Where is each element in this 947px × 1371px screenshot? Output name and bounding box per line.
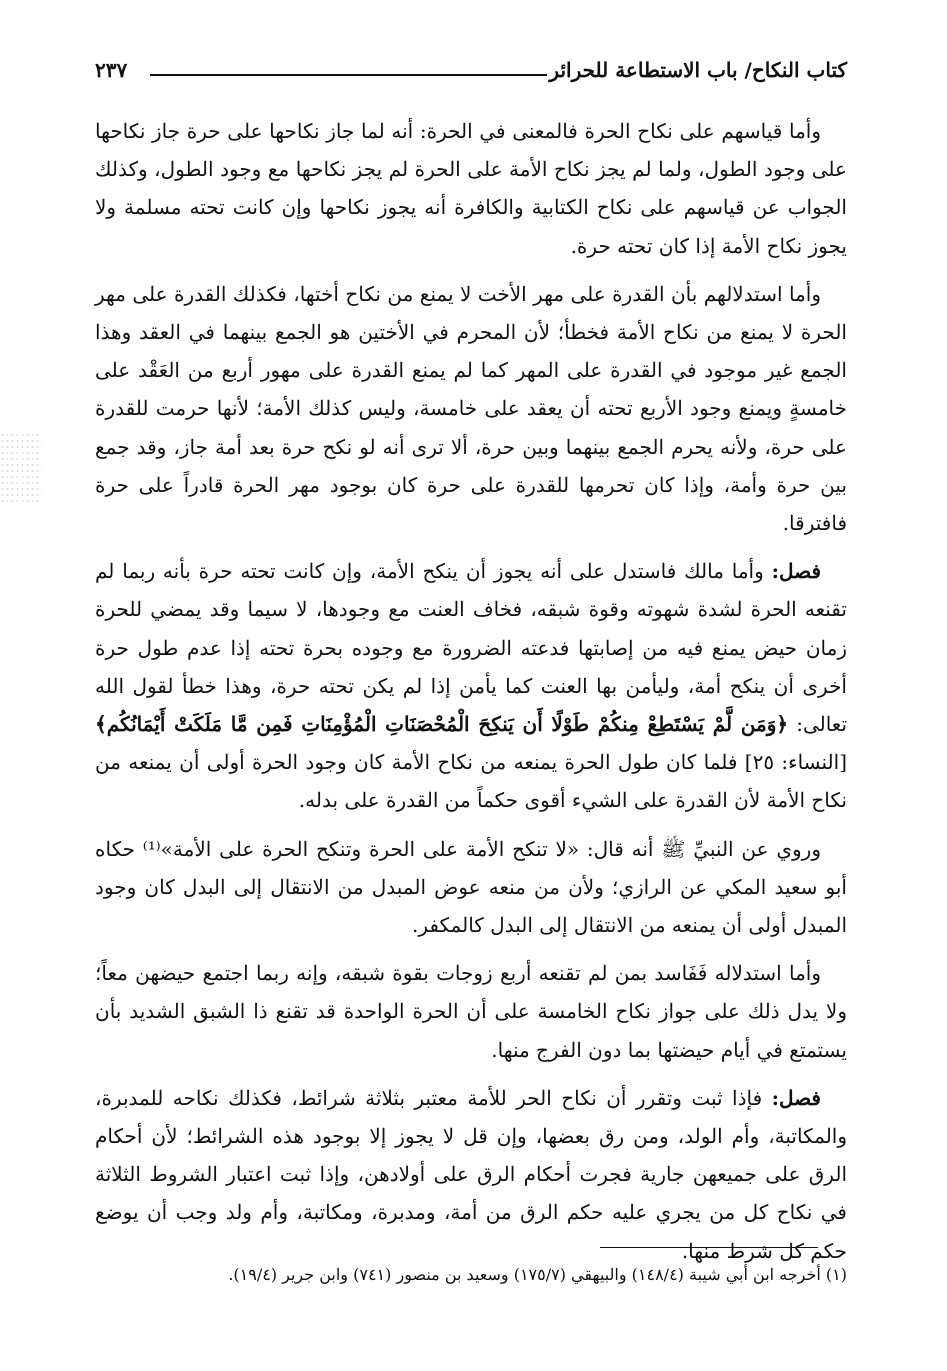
page-number: ٢٣٧ <box>95 58 128 82</box>
footnote-separator <box>600 1247 818 1248</box>
paragraph-text-continued: [النساء: ٢٥] فلما كان طول الحرة يمنعه من نكاح الأمة كان وجود الحرة أولى أن يمنعه من نكاح الأمة لأن القدرة على الشيء أقوى حكماً من القدرة على بدله. <box>95 750 847 813</box>
header-rule <box>150 74 547 76</box>
paragraph-4 <box>95 830 847 945</box>
section-keyword: فصل: <box>771 1085 821 1110</box>
paragraph-1 <box>95 112 847 265</box>
footnote: (١) أخرجه ابن أبي شيبة (١٤٨/٤) والبيهقي (١٧٥/٧) وسعيد بن منصور (٧٤١) وابن جرير (١٩/٤). <box>228 1265 847 1284</box>
paragraph-text: وأما قياسهم على نكاح الحرة فالمعنى في الحرة: أنه لما جاز نكاحها على حرة جاز نكاحها على وجود الطول، ولما لم يجز نكاح الأمة على الحرة لم يجز نكاحها مع وجود الطول، وكذلك الجواب عن قياسهم على نكاح الكتابية والكافرة أنه يجوز نكاحها وإن كانت تحته مسلمة ولا يجوز نكاح الأمة إذا كان تحته حرة. <box>95 119 847 258</box>
paragraph-2 <box>95 275 847 542</box>
paragraph-text: فإذا ثبت وتقرر أن نكاح الحر للأمة معتبر بثلاثة شرائط، فكذلك نكاحه للمدبرة، والمكاتبة، وأم الولد، ومن رق بعضها، وإن قل لا يجوز إلا بوجود هذه الشرائط؛ لأن أحكام الرق على جميعهن جارية فجرت أحكام الرق على أولادهن، وإذا ثبت اعتبار الشروط الثلاثة في نكاح كل من يجري عليه حكم الرق من أمة، ومدبرة، ومكاتبة، وأم ولد وجب أن يوضع حكم كل شرط منها. <box>95 1085 847 1263</box>
quran-verse: ﴿وَمَن لَّمْ يَسْتَطِعْ مِنكُمْ طَوْلًا أَن يَنكِحَ الْمُحْصَنَاتِ الْمُؤْمِنَاتِ فَمِن مَّا مَلَكَتْ أَيْمَانُكُم﴾ <box>95 712 789 737</box>
paragraph-text: وأما استدلالهم بأن القدرة على مهر الأخت لا يمنع من نكاح أختها، فكذلك القدرة على مهر الحرة لا يمنع من نكاح الأمة فخطأ؛ لأن المحرم في الأختين هو الجمع بينهما في العقد وهذا الجمع غير موجود في القدرة على المهر كما لم يمنع القدرة على مهور أربع من العَقْد على خامسةٍ ويمنع وجود الأربع تحته أن يعقد على خامسة، وليس كذلك الأمة؛ لأنها حرمت للقدرة على حرة، ولأنه يحرم الجمع بينهما وبين حرة، ألا ترى أنه لو نكح حرة بعد أمة جاز، وقد جمع بين حرة وأمة، وإذا كان تحرمها للقدرة على حرة كان بوجود مهر الحرة قادراً على حرة فافترقا. <box>95 281 847 536</box>
scan-noise <box>0 432 42 502</box>
paragraph-text: وأما استدلاله فَفَاسد بمن لم تقنعه أربع زوجات بقوة شبقه، وإنه ربما اجتمع حيضهن معاً؛ ولا يدل ذلك على جواز نكاح الخامسة على أن الحرة الواحدة قد تقنع ذا الشبق الشديد بأن يستمتع في أيام حيضتها بما دون الفرج منها. <box>95 961 847 1062</box>
paragraph-5 <box>95 954 847 1069</box>
paragraph-3 <box>95 552 847 819</box>
page-body <box>95 112 847 1280</box>
running-title: كتاب النكاح/ باب الاستطاعة للحرائر <box>549 58 847 82</box>
section-keyword: فصل: <box>771 559 822 584</box>
page-header <box>95 58 847 92</box>
paragraph-text: وأما مالك فاستدل على أنه يجوز أن ينكح الأمة، وإن كانت تحته حرة بأنه ربما لم تقنعه الحرة لشدة شهوته وقوة شبقه، فخاف العنت مع وجودها، لا سيما وقد يمضي للحرة زمان حيض يمنع فيه من إصابتها فدعته الضرورة مع وجوده بحرة تحته إذا عدم طول حرة أخرى أن ينكح أمة، وليأمن بها العنت كما يأمن إذا لم يكن تحته حرة، وهذا خطأ لقول الله تعالى: <box>95 559 848 737</box>
paragraph-text: وروي عن النبيِّ ﷺ أنه قال: «لا تنكح الأمة على الحرة وتنكح الحرة على الأمة»⁽¹⁾ حكاه أبو سعيد المكي عن الرازي؛ ولأن من منعه عوض المبدل من الانتقال إلى البدل كان وجود المبدل أولى أن يمنعه من الانتقال إلى البدل كالمكفر. <box>95 836 847 938</box>
paragraph-6 <box>95 1079 847 1270</box>
